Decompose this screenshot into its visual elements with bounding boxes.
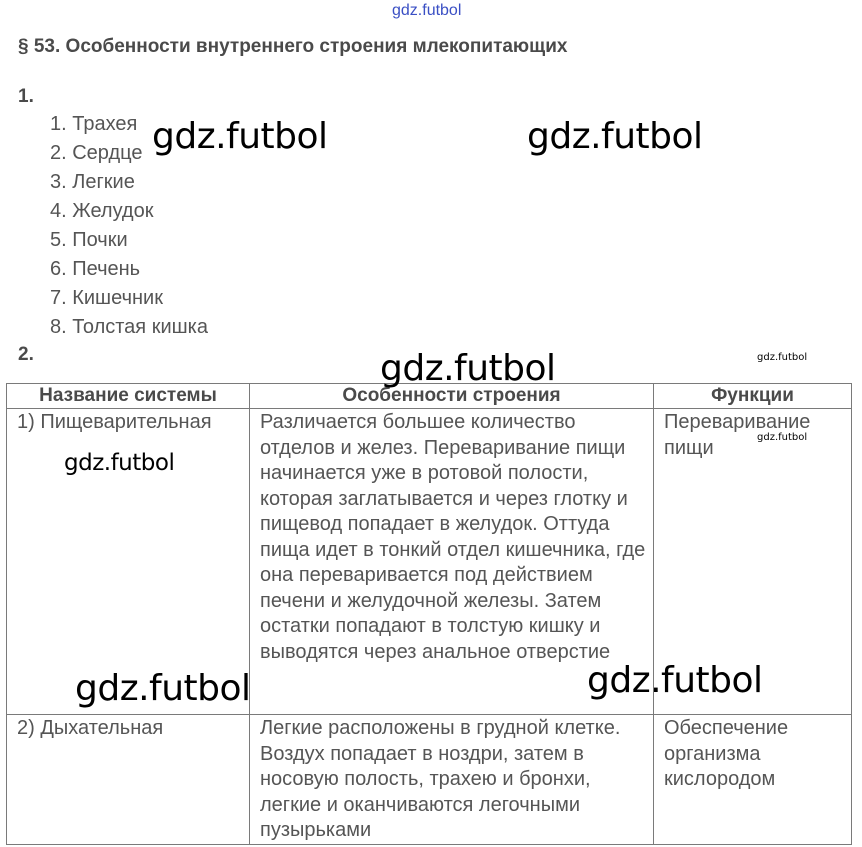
- list-item: 1. Трахея: [50, 113, 138, 135]
- function-cell: Переваривание пищи: [654, 409, 852, 715]
- function-cell: Обеспечение организма кислородом: [654, 715, 852, 845]
- column-header-functions: Функции: [654, 384, 852, 409]
- watermark: gdz.futbol: [757, 432, 808, 443]
- watermark: gdz.futbol: [757, 352, 808, 363]
- column-header-features: Особенности строения: [250, 384, 654, 409]
- list-item: 4. Желудок: [50, 200, 154, 222]
- system-name-cell: 2) Дыхательная: [7, 715, 250, 845]
- section-1-number: 1.: [18, 86, 34, 107]
- column-header-name: Название системы: [7, 384, 250, 409]
- list-item: 3. Легкие: [50, 171, 135, 193]
- watermark: gdz.futbol: [380, 348, 556, 389]
- watermark: gdz.futbol: [527, 116, 703, 157]
- features-cell: Легкие расположены в грудной клетке. Воздух попадает в ноздри, затем в носовую полость, трахею и бронхи, легкие и оканчиваются легочными пузырьками: [250, 715, 654, 845]
- site-label: gdz.futbol: [392, 2, 462, 19]
- watermark: gdz.futbol: [152, 116, 328, 157]
- system-name-cell: 1) Пищеварительная: [7, 409, 250, 715]
- table-row: [7, 715, 852, 845]
- list-item: 7. Кишечник: [50, 287, 163, 309]
- section-2-number: 2.: [18, 344, 34, 365]
- watermark: gdz.futbol: [587, 660, 763, 701]
- page-title: § 53. Особенности внутреннего строения млекопитающих: [18, 36, 568, 57]
- watermark: gdz.futbol: [75, 668, 251, 709]
- watermark: gdz.futbol: [64, 450, 175, 476]
- list-item: 6. Печень: [50, 258, 141, 280]
- list-item: 5. Почки: [50, 229, 128, 251]
- list-item: 2. Сердце: [50, 142, 143, 164]
- list-item: 8. Толстая кишка: [50, 316, 208, 338]
- features-cell: Различается большее количество отделов и желез. Переваривание пищи начинается уже в ротовой полости, которая заглатывается и через глотку и пищевод попадает в желудок. Оттуда пища идет в тонкий отдел кишечника, где она переваривается под действием печени и желудочной железы. Затем остатки попадают в толстую кишку и выводятся через анальное отверстие: [250, 409, 654, 715]
